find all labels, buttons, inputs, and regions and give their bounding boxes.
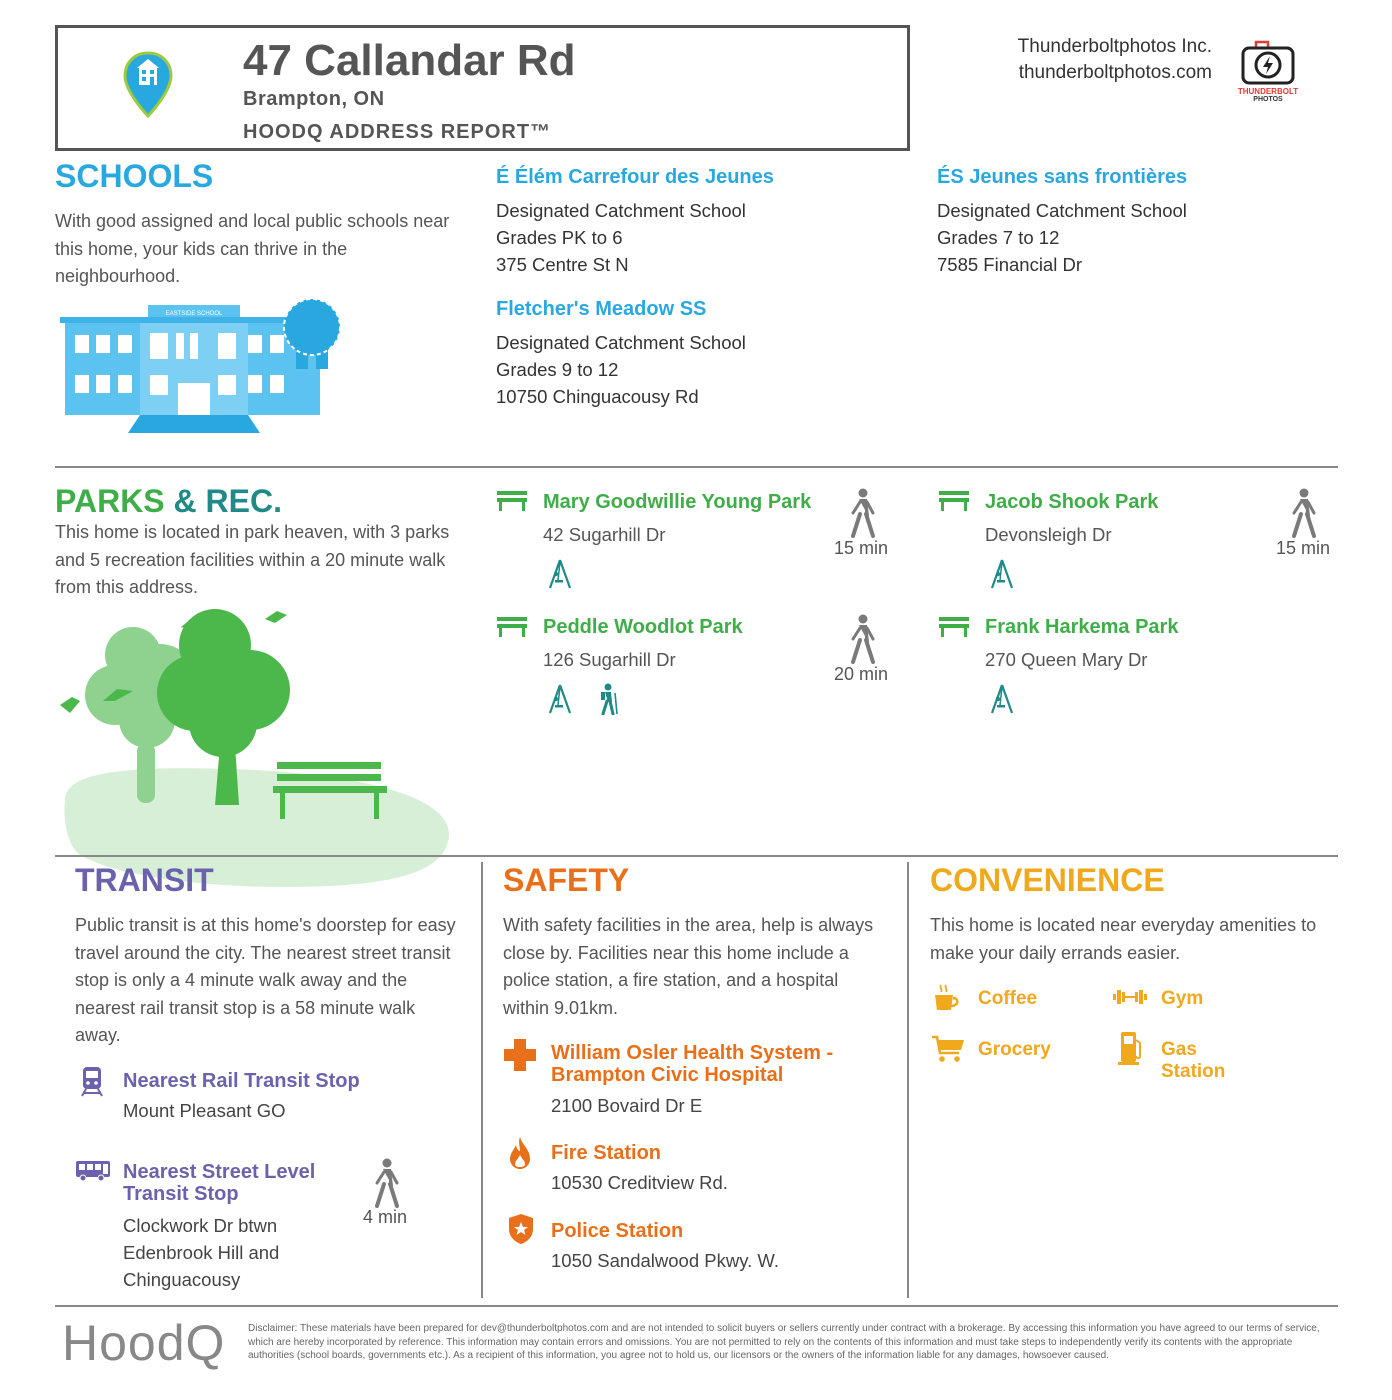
city-label: Brampton, ON [243, 88, 385, 110]
walk-time: 15 min [833, 538, 889, 558]
bus-icon [75, 1160, 111, 1182]
police-shield-icon [508, 1213, 534, 1245]
school-sign-text: EASTSIDE SCHOOL [165, 311, 223, 317]
school-grades: Grades PK to 6 [496, 227, 623, 248]
gas-station-label: Gas Station [1161, 1039, 1226, 1082]
school-name[interactable]: Fletcher's Meadow SS [496, 298, 707, 320]
school-grades: Grades 9 to 12 [496, 359, 619, 380]
park-address: 126 Sugarhill Dr [543, 649, 676, 670]
park-name[interactable]: Frank Harkema Park [985, 616, 1179, 638]
report-title: HOODQ ADDRESS REPORT™ [243, 121, 552, 143]
gas-pump-icon [1118, 1030, 1144, 1066]
hospital-cross-icon [503, 1038, 537, 1072]
transit-heading: TRANSIT [75, 862, 214, 898]
column-divider [481, 862, 483, 1298]
transit-description: Public transit is at this home's doorstep for easy travel around the city. The nearest street transit stop is only a 4 minute walk away and the nearest rail transit stop is a 58 minute walk away. [75, 915, 456, 1045]
hospital-name[interactable]: William Osler Health System - Brampton Civic Hospital [551, 1042, 834, 1086]
company-name: Thunderboltphotos Inc. [1017, 36, 1212, 57]
school-name[interactable]: É Élém Carrefour des Jeunes [496, 166, 774, 188]
school-card [937, 166, 1187, 278]
school-type: Designated Catchment School [496, 200, 746, 221]
walking-person-icon [847, 614, 877, 664]
grocery-cart-icon [931, 1035, 965, 1063]
convenience-heading: CONVENIENCE [930, 862, 1165, 898]
school-building-illustration [60, 295, 350, 435]
park-illustration [55, 605, 455, 890]
gym-label: Gym [1161, 988, 1204, 1009]
gym-dumbbell-icon [1113, 988, 1147, 1006]
park-name[interactable]: Mary Goodwillie Young Park [543, 491, 812, 513]
school-name[interactable]: ÉS Jeunes sans frontières [937, 166, 1188, 188]
swing-icon [989, 558, 1015, 590]
hoodq-logo: HoodQ [62, 1315, 226, 1371]
grocery-label: Grocery [978, 1039, 1051, 1060]
company-info [1000, 34, 1212, 86]
house-pin-icon [122, 50, 174, 120]
hiker-icon [597, 683, 619, 715]
footer-divider [55, 1305, 1338, 1307]
bench-icon [496, 616, 528, 638]
safety-description: With safety facilities in the area, help is always close by. Facilities near this home include a police station, a fire station, and a hospital within 9.01km. [503, 915, 874, 1018]
fire-station-address: 10530 Creditview Rd. [551, 1172, 728, 1193]
school-grades: Grades 7 to 12 [937, 227, 1060, 248]
walk-time: 20 min [833, 664, 889, 684]
bench-icon [496, 490, 528, 512]
park-name[interactable]: Jacob Shook Park [985, 491, 1159, 513]
disclaimer-text: Disclaimer: These materials have been prepared for dev@thunderboltphotos.com and are not intended to solicit buyers or sellers currently under contract with a brokerage. By accessing this information you have agreed to our terms of service, which are hereby incorporated by reference. This information may contain errors and omissions. You are not permitted to rely on the contents of this information and must take steps to independently verify its contents with the appropriate authorities (school boards, governments etc.). As a recipient of this information, you agree not to hold us, our licensors or the owners of the information liable for any damages, howsoever caused. [248, 1323, 1320, 1361]
park-address: Devonsleigh Dr [985, 524, 1112, 545]
fire-station-name[interactable]: Fire Station [551, 1142, 662, 1164]
school-address: 10750 Chinguacousy Rd [496, 386, 699, 407]
parks-description: This home is located in park heaven, with 3 parks and 5 recreation facilities within a 20 minute walk from this address. [55, 522, 450, 597]
park-address: 42 Sugarhill Dr [543, 524, 666, 545]
bench-icon [938, 616, 970, 638]
section-divider [55, 466, 1338, 468]
hospital-address: 2100 Bovaird Dr E [551, 1095, 703, 1116]
logo-wordmark: THUNDERBOLT PHOTOS [1237, 87, 1299, 103]
swing-icon [547, 558, 573, 590]
column-divider [907, 862, 909, 1298]
rail-stop-name: Mount Pleasant GO [123, 1100, 286, 1121]
swing-icon [989, 683, 1015, 715]
coffee-label: Coffee [978, 988, 1038, 1009]
street-stop-name: Clockwork Dr btwn Edenbrook Hill and Chinguacousy [123, 1215, 280, 1290]
schools-heading: SCHOOLS [55, 158, 214, 194]
section-divider [55, 855, 1338, 857]
bench-icon [938, 490, 970, 512]
park-address: 270 Queen Mary Dr [985, 649, 1148, 670]
safety-heading: SAFETY [503, 862, 630, 898]
school-type: Designated Catchment School [937, 200, 1187, 221]
rail-stop-label: Nearest Rail Transit Stop [123, 1070, 360, 1092]
convenience-description: This home is located near everyday amenities to make your daily errands easier. [930, 915, 1317, 963]
company-url[interactable]: thunderboltphotos.com [1018, 62, 1212, 83]
school-address: 7585 Financial Dr [937, 254, 1082, 275]
train-icon [80, 1065, 104, 1097]
swing-icon [547, 683, 573, 715]
school-address: 375 Centre St N [496, 254, 629, 275]
fire-icon [508, 1135, 532, 1171]
walking-person-icon [847, 488, 877, 538]
school-type: Designated Catchment School [496, 332, 746, 353]
walk-time: 15 min [1275, 538, 1331, 558]
school-card [496, 298, 746, 410]
park-name[interactable]: Peddle Woodlot Park [543, 616, 743, 638]
camera-bolt-icon [1240, 40, 1296, 86]
school-card [496, 166, 774, 278]
police-station-name[interactable]: Police Station [551, 1220, 684, 1242]
walk-time: 4 min [362, 1207, 407, 1227]
schools-description: With good assigned and local public schools near this home, your kids can thrive in the neighbourhood. [55, 211, 450, 286]
walking-person-icon [1288, 488, 1318, 538]
street-stop-label: Nearest Street Level Transit Stop [123, 1161, 316, 1205]
walking-person-icon [371, 1158, 401, 1208]
coffee-icon [933, 983, 961, 1013]
parks-heading: PARKS & REC. [55, 483, 282, 519]
page-title: 47 Callandar Rd [243, 36, 576, 85]
police-station-address: 1050 Sandalwood Pkwy. W. [551, 1250, 779, 1271]
